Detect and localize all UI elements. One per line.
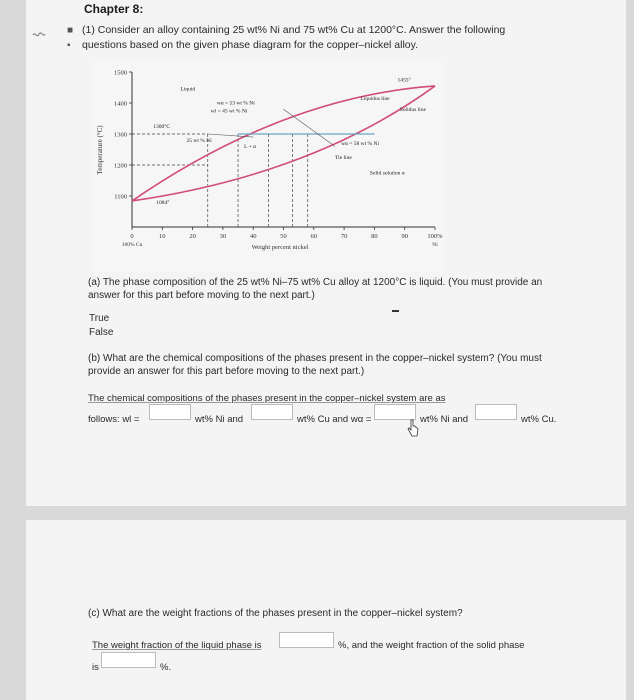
- answer-b-unit3: wt% Ni and: [420, 414, 469, 425]
- answer-c-line1-suffix: %, and the weight fraction of the solid phase: [338, 640, 525, 651]
- walpha-cu-input[interactable]: [475, 404, 517, 420]
- x-tick-label: 60: [310, 233, 318, 240]
- option-false[interactable]: False: [89, 327, 114, 338]
- x-axis-label: Weight percent nickel: [251, 244, 309, 251]
- diagram-annotation: L + α: [244, 143, 257, 150]
- y-tick-label: 1100: [114, 193, 127, 201]
- x-tick-label: 20: [189, 233, 196, 240]
- x-tick-label: 70: [340, 233, 348, 240]
- y-tick-label: 1200: [114, 162, 127, 170]
- wl-cu-input[interactable]: [251, 404, 293, 420]
- diagram-annotation: wα = 53 wt % Ni: [216, 100, 255, 107]
- diagram-annotation: Tie line: [335, 154, 352, 161]
- answer-c-line1-prefix: The weight fraction of the liquid phase is: [92, 640, 262, 651]
- wl-ni-input[interactable]: [149, 404, 191, 420]
- dash-mark: [392, 310, 399, 312]
- diagram-annotation: 25 wt % Ni: [186, 137, 212, 144]
- y-tick-label: 1400: [114, 100, 127, 108]
- question-a-text: (a) The phase composition of the 25 wt% Ni–75 wt% Cu alloy at 1200°C is liquid. (You must provide an answer for this part before moving to the next part.): [88, 277, 543, 301]
- solid-fraction-input[interactable]: [101, 652, 156, 668]
- hand-cursor-icon: [407, 419, 419, 437]
- x-tick-label: 30: [219, 233, 227, 240]
- answer-b-line1: The chemical compositions of the phases present in the copper–nickel system are as: [88, 393, 446, 404]
- diagram-annotation: wα = 58 wt % Ni: [341, 140, 379, 147]
- question-c-text: (c) What are the weight fractions of the phases present in the copper–nickel system?: [88, 608, 463, 619]
- x-tick-label: 0: [130, 233, 134, 240]
- diagram-annotation: 1300°C: [153, 123, 171, 130]
- handwriting-mark-icon: [32, 30, 46, 40]
- y-tick-label: 1500: [114, 69, 127, 77]
- question-intro: (1) Consider an alloy containing 25 wt% Ni and 75 wt% Cu at 1200°C. Answer the following questions based on the given phase diagram for the copper–nickel alloy.: [82, 24, 506, 51]
- x-end-label-right: Ni: [432, 242, 438, 248]
- answer-b-unit1: wt% Ni and: [195, 414, 244, 425]
- diagram-annotation: Solidus line: [399, 106, 426, 113]
- option-true[interactable]: True: [89, 313, 110, 324]
- x-tick-label: 10: [159, 233, 166, 240]
- bullet-icon: ■: [67, 25, 74, 36]
- y-axis-label: Temperature (°C): [96, 125, 104, 175]
- diagram-annotation: wl = 45 wt % Ni: [210, 108, 248, 115]
- x-end-label-left: 100% Cu: [121, 242, 143, 248]
- x-tick-label: 100%: [427, 233, 443, 240]
- y-tick-label: 1300: [114, 131, 127, 139]
- walpha-ni-input[interactable]: [374, 404, 416, 420]
- question-b-text: (b) What are the chemical compositions of the phases present in the copper–nickel system? (You must provide an answer for this part before moving to the next part.): [88, 353, 542, 377]
- liquid-fraction-input[interactable]: [279, 632, 334, 648]
- phase-diagram: [90, 62, 445, 272]
- answer-b-unit2: wt% Cu and wα =: [297, 414, 372, 425]
- diagram-annotation: 1084°: [156, 199, 170, 206]
- answer-b-unit4: wt% Cu.: [521, 414, 557, 425]
- answer-c-line2-prefix: is: [92, 662, 99, 673]
- diagram-annotation: Liquidus line: [360, 95, 390, 102]
- diagram-annotation: 1455°: [397, 77, 411, 84]
- x-tick-label: 90: [401, 233, 408, 240]
- answer-b-follows: follows: wl =: [88, 414, 140, 425]
- x-tick-label: 80: [371, 233, 378, 240]
- x-tick-label: 50: [280, 233, 287, 240]
- answer-c-line2-suffix: %.: [160, 662, 172, 673]
- chapter-title: Chapter 8:: [84, 2, 144, 16]
- bullet-icon-2: ▪: [67, 40, 71, 51]
- x-tick-label: 40: [249, 233, 257, 240]
- diagram-annotation: Liquid: [180, 86, 196, 93]
- diagram-annotation: Solid solution α: [369, 170, 405, 177]
